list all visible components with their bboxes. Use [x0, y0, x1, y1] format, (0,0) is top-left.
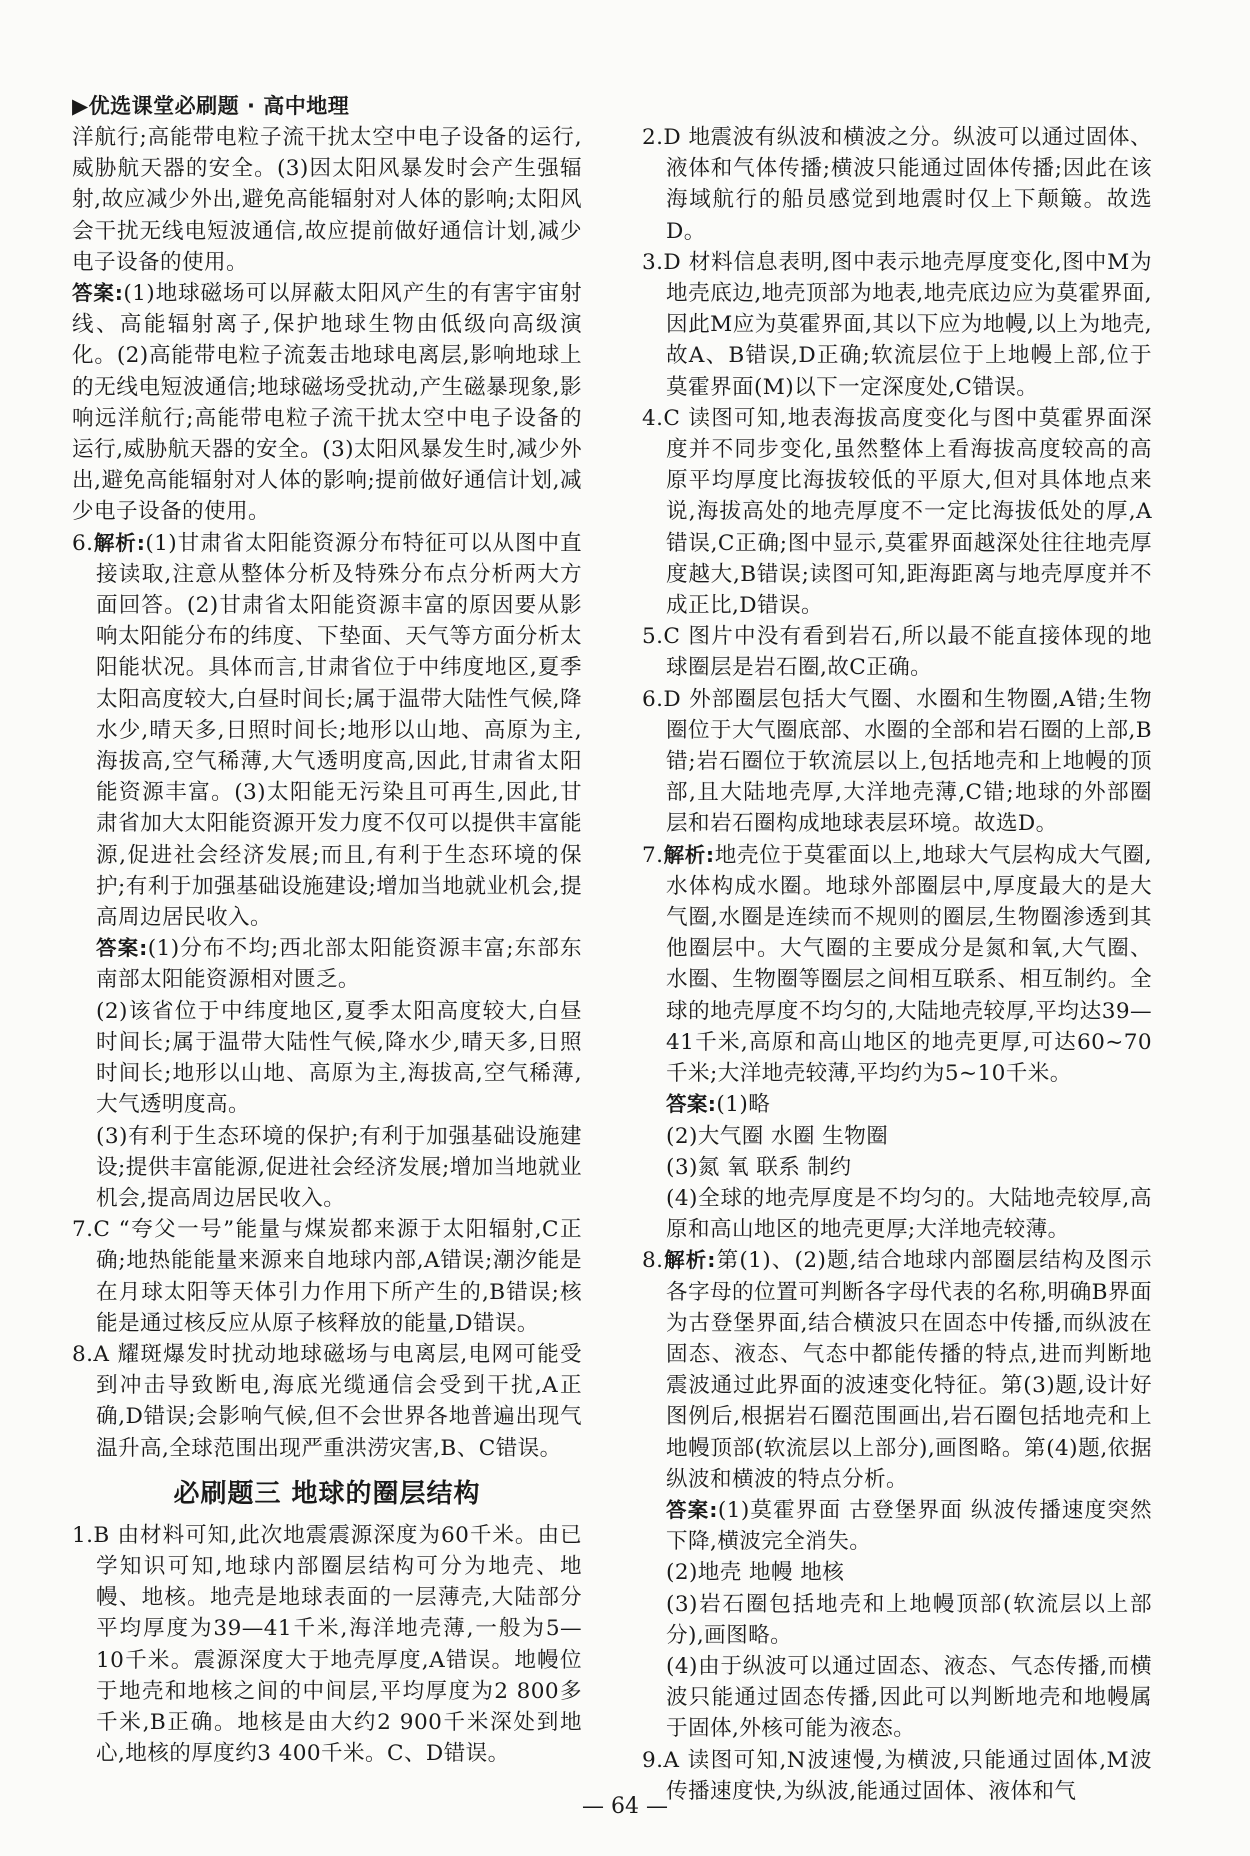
analysis-label: 解析: [663, 842, 715, 867]
question-number: 6. [72, 530, 94, 556]
section-question-7-analysis [642, 840, 1152, 1090]
section-question-2: 2.D 地震波有纵波和横波之分。纵波可以通过固体、液体和气体传播;横波只能通过固体传播;因此在该海域航行的船员感觉到地震时仅上下颠簸。故选D。 [642, 125, 1152, 244]
section-question-3: 3.D 材料信息表明,图中表示地壳厚度变化,图中M为地壳底边,地壳顶部为地表,地壳底边应为莫霍界面,因此M应为莫霍界面,其以下应为地幔,以上为地壳,故A、B错误,D正确;软流层位于上地幔上部,位于莫霍界面(M)以下一定深度处,C错误。 [642, 249, 1152, 400]
answer-label: 答案: [96, 936, 148, 961]
analysis-text: 第(1)、(2)题,结合地球内部圈层结构及图示各字母的位置可判断各字母代表的名称,明确B界面为古登堡界面,结合横波只在固态中传播,而纵波在固态、液态、气态中都能传播的特点,进而判断地震波通过此界面的波速变化特征。第(3)题,设计好图例后,根据岩石圈范围画出,岩石圈包括地壳和上地幔顶部(软流层以上部分),画图略。第(4)题,依据纵波和横波的特点分析。 [666, 1248, 1152, 1492]
paragraph-continued: 洋航行;高能带电粒子流干扰太空中电子设备的运行,威胁航天器的安全。(3)因太阳风暴发时会产生强辐射,故应减少外出,避免高能辐射对人体的影响;太阳风会干扰无线电短波通信,故应提前做好通信计划,减少电子设备的使用。 [72, 125, 582, 275]
question-7: 7.C “夸父一号”能量与煤炭都来源于太阳辐射,C正确;地热能能量来源来自地球内部,A错误;潮汐能是在月球太阳等天体引力作用下所产生的,B错误;核能是通过核反应从原子核释放的能量,D错误。 [72, 1217, 582, 1336]
analysis-text: (1)甘肃省太阳能资源分布特征可以从图中直接读取,注意从整体分析及特殊分布点分析两大方面回答。(2)甘肃省太阳能资源丰富的原因要从影响太阳能分布的纬度、下垫面、天气等方面分析太阳能状况。具体而言,甘肃省位于中纬度地区,夏季太阳高度较大,白昼时间长;属于温带大陆性气候,降水少,晴天多,日照时间长;地形以山地、高原为主,海拔高,空气稀薄,大气透明度高,因此,甘肃省太阳能资源丰富。(3)太阳能无污染且可再生,因此,甘肃省加大太阳能资源开发力度不仅可以提供丰富能源,促进社会经济发展;而且,有利于生态环境的保护;有利于加强基础设施建设;增加当地就业机会,提高周边居民收入。 [96, 530, 582, 931]
answer-text: (1)略 [716, 1092, 771, 1118]
answer-block [72, 278, 582, 528]
section-question-8-answer-1 [642, 1495, 1152, 1557]
section-question-8-answer-2: (2)地壳 地幔 地核 [666, 1560, 845, 1586]
analysis-text: 地壳位于莫霍面以上,地球大气层构成大气圈,水体构成水圈。地球外部圈层中,厚度最大的是大气圈,水圈是连续而不规则的圈层,生物圈渗透到其他圈层中。大气圈的主要成分是氮和氧,大气圈、水圈、生物圈等圈层之间相互联系、相互制约。全球的地壳厚度不均匀的,大陆地壳较厚,平均达39—41千米,高原和高山地区的地壳更厚,可达60~70千米;大洋地壳较薄,平均约为5~10千米。 [666, 842, 1152, 1087]
analysis-label: 解析: [663, 1248, 716, 1273]
section-question-8-analysis [642, 1245, 1152, 1495]
section-question-7-answer-3: (3)氮 氧 联系 制约 [666, 1154, 852, 1180]
section-question-5: 5.C 图片中没有看到岩石,所以最不能直接体现的地球圈层是岩石圈,故C正确。 [642, 624, 1152, 681]
section-question-7-answer-4: (4)全球的地壳厚度是不均匀的。大陆地壳较厚,高原和高山地区的地壳更厚;大洋地壳较薄。 [666, 1185, 1152, 1243]
question-8: 8.A 耀斑爆发时扰动地球磁场与电离层,电网可能受到冲击导致断电,海底光缆通信会受到干扰,A正确,D错误;会影响气候,但不会世界各地普遍出现气温升高,全球范围出现严重洪涝灾害,B、C错误。 [72, 1341, 582, 1461]
question-number: 8. [642, 1248, 664, 1274]
section-question-4: 4.C 读图可知,地表海拔高度变化与图中莫霍界面深度并不同步变化,虽然整体上看海拔高度较高的高原平均厚度比海拔较低的平原大,但对具体地点来说,海拔高处的地壳厚度不一定比海拔低处的厚,A错误,C正确;图中显示,莫霍界面越深处往往地壳厚度越大,B错误;读图可知,距海距离与地壳厚度并不成正比,D错误。 [642, 405, 1152, 619]
analysis-label: 解析: [93, 530, 146, 555]
section-question-6: 6.D 外部圈层包括大气圈、水圈和生物圈,A错;生物圈位于大气圈底部、水圈的全部和岩石圈的上部,B错;岩石圈位于软流层以上,包括地壳和上地幔的顶部,且大陆地壳厚,大洋地壳薄,C错;地球的外部圈层和岩石圈构成地球表层环境。故选D。 [642, 686, 1152, 837]
answer-text: (1)地球磁场可以屏蔽太阳风产生的有害宇宙射线、高能辐射离子,保护地球生物由低级向高级演化。(2)高能带电粒子流轰击地球电离层,影响地球上的无线电短波通信;地球磁场受扰动,产生磁暴现象,影响远洋航行;高能带电粒子流干扰太空中电子设备的运行,威胁航天器的安全。(3)太阳风暴发生时,减少外出,避免高能辐射对人体的影响;提前做好通信计划,减少电子设备的使用。 [72, 281, 582, 525]
answer-label: 答案: [666, 1092, 717, 1117]
section-question-8-answer-3: (3)岩石圈包括地壳和上地幔顶部(软流层以上部分),画图略。 [666, 1591, 1152, 1648]
question-6-answer-1 [72, 933, 582, 995]
question-number: 7. [642, 842, 664, 868]
question-6-answer-2: (2)该省位于中纬度地区,夏季太阳高度较大,白昼时间长;属于温带大陆性气候,降水少,晴天多,日照时间长;地形以山地、高原为主,海拔高,空气稀薄,大气透明度高。 [96, 998, 582, 1118]
left-column [72, 122, 582, 1769]
section-title: 必刷题三 地球的圈层结构 [173, 1478, 481, 1509]
answer-label: 答案: [72, 281, 124, 306]
question-6-answer-3: (3)有利于生态环境的保护;有利于加强基础设施建设;提供丰富能源,促进社会经济发展;增加当地就业机会,提高周边居民收入。 [96, 1123, 583, 1211]
running-header: ▶优选课堂必刷题 · 高中地理 [72, 94, 350, 118]
right-column [642, 122, 1152, 1807]
page-number: — 64 — [582, 1794, 668, 1819]
section-question-1: 1.B 由材料可知,此次地震震源深度为60千米。由已学知识可知,地球内部圈层结构可分为地壳、地幔、地核。地壳是地球表面的一层薄壳,大陆部分平均厚度为39—41千米,海洋地壳薄,一般为5—10千米。震源深度大于地壳厚度,A错误。地幔位于地壳和地核之间的中间层,平均厚度为2 800多千米,B正确。地核是由大约2 900千米深处到地心,地核的厚度约3 400千米。C、D错误。 [72, 1522, 582, 1767]
answer-label: 答案: [666, 1497, 718, 1522]
section-question-7-answer-2: (2)大气圈 水圈 生物圈 [666, 1123, 889, 1149]
section-question-7-answer-1 [642, 1089, 1152, 1120]
section-question-9: 9.A 读图可知,N波速慢,为横波,只能通过固体,M波传播速度快,为纵波,能通过固体、液体和气 [642, 1747, 1152, 1804]
question-6-analysis [72, 528, 582, 934]
section-question-8-answer-4: (4)由于纵波可以通过固态、液态、气态传播,而横波只能通过固态传播,因此可以判断地壳和地幔属于固体,外核可能为液态。 [666, 1653, 1152, 1742]
answer-text: (1)莫霍界面 古登堡界面 纵波传播速度突然下降,横波完全消失。 [666, 1497, 1152, 1555]
answer-text: (1)分布不均;西北部太阳能资源丰富;东部东南部太阳能资源相对匮乏。 [96, 936, 582, 993]
